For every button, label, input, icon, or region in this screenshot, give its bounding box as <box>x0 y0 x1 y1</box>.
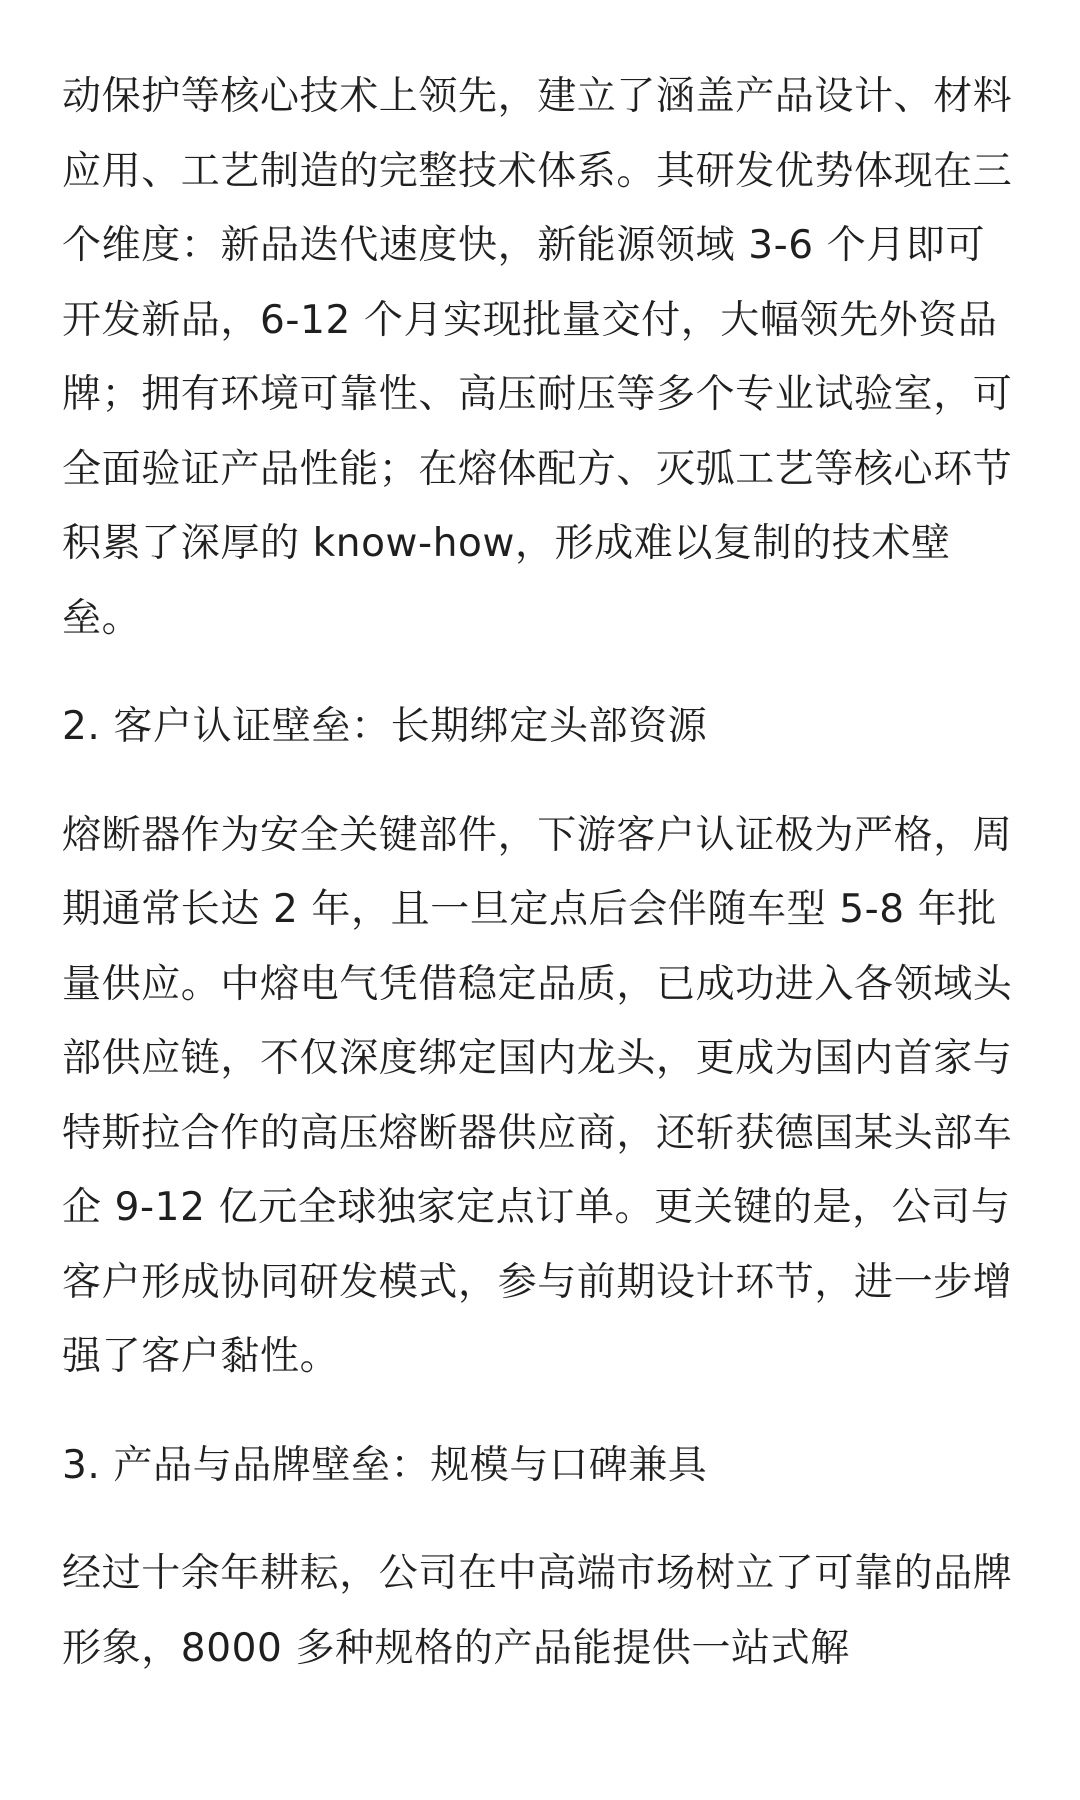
paragraph-spacer <box>62 1503 1022 1537</box>
paragraph-spacer <box>62 765 1022 799</box>
paragraph-spacer <box>62 656 1022 690</box>
section-heading-product-brand: 3. 产品与品牌壁垒：规模与口碑兼具 <box>62 1442 708 1488</box>
paragraph-customer-certification: 熔断器作为安全关键部件，下游客户认证极为严格，周期通常长达 2 年，且一旦定点后会伴随车型 5-8 年批量供应。中熔电气凭借稳定品质，已成功进入各领域头部供应链，不仅深度绑定国内龙头，更成为国内首家与特斯拉合作的高压熔断器供应商，还斩获德国某头部车企 9-12 亿元全球独家定点订单。更关键的是，公司与客户形成协同研发模式，参与前期设计环节，进一步增强了客户黏性。 <box>62 812 1013 1379</box>
paragraph-tech-advantage: 动保护等核心技术上领先，建立了涵盖产品设计、材料应用、工艺制造的完整技术体系。其研发优势体现在三个维度：新品迭代速度快，新能源领域 3-6 个月即可开发新品，6-12 个月实现批量交付，大幅领先外资品牌；拥有环境可靠性、高压耐压等多个专业试验室，可全面验证产品性能；在熔体配方、灭弧工艺等核心环节积累了深厚的 know-how，形成难以复制的技术壁垒。 <box>62 74 1013 641</box>
paragraph-product-brand: 经过十余年耕耘，公司在中高端市场树立了可靠的品牌形象，8000 多种规格的产品能提供一站式解 <box>62 1551 1013 1671</box>
section-heading-customer-certification: 2. 客户认证壁垒：长期绑定头部资源 <box>62 704 708 749</box>
paragraph-spacer <box>62 1395 1022 1429</box>
